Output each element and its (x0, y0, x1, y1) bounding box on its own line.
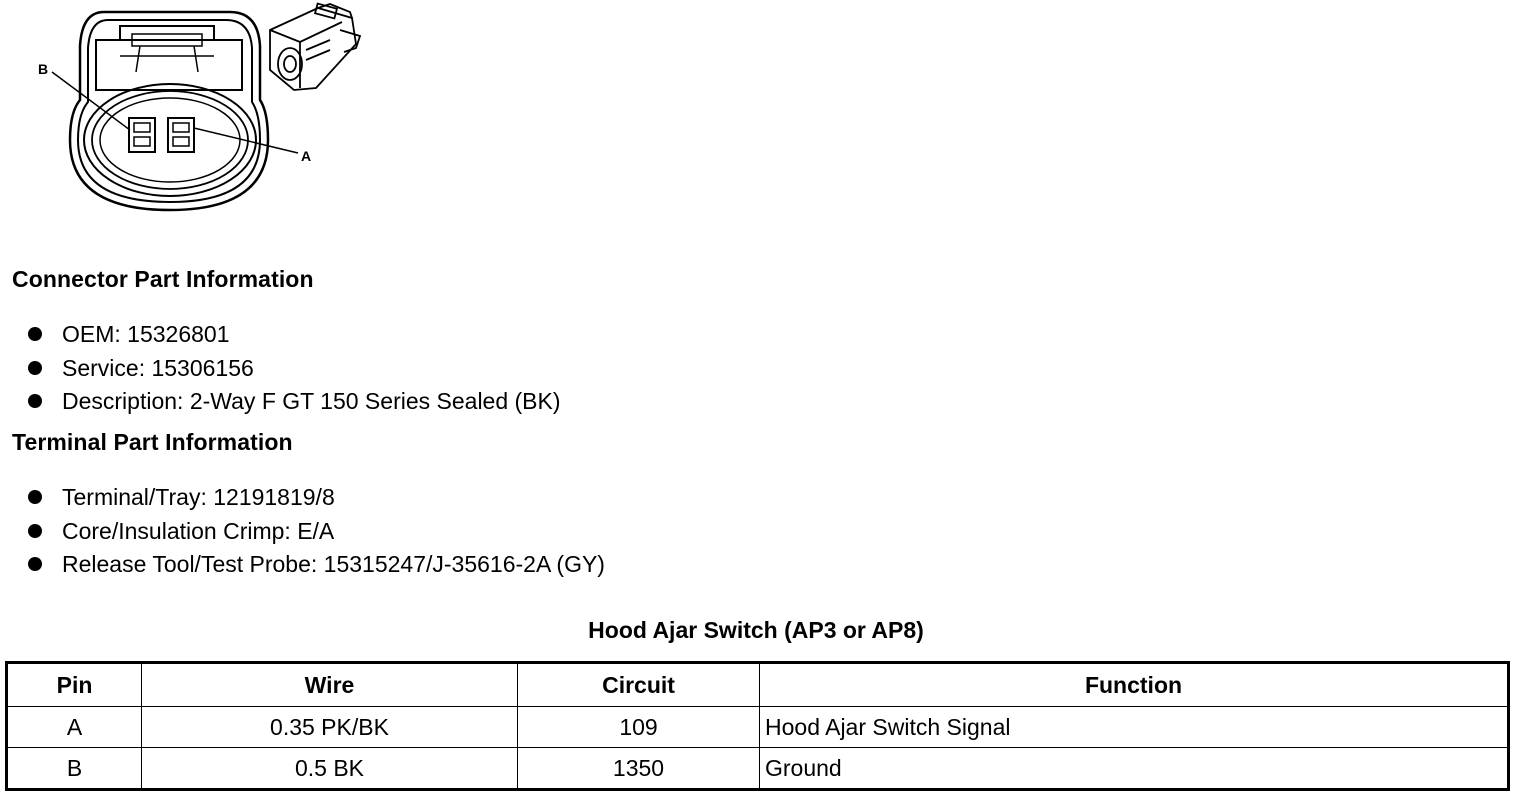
list-item (28, 515, 605, 549)
terminal-crimp: Core/Insulation Crimp: E/A (62, 517, 335, 544)
cell-wire: 0.5 BK (142, 748, 518, 790)
connector-diagram (0, 0, 400, 230)
cell-function: Ground (760, 748, 1509, 790)
connector-service: Service: 15306156 (62, 354, 254, 381)
list-item (28, 352, 561, 386)
connector-isometric-illustration (270, 4, 360, 90)
connector-oem: OEM: 15326801 (62, 321, 230, 347)
terminal-tray: Terminal/Tray: 12191819/8 (62, 484, 335, 510)
connector-info-heading: Connector Part Information (12, 266, 314, 292)
bullet-icon (28, 394, 42, 408)
cell-wire: 0.35 PK/BK (142, 707, 518, 748)
table-header-row (7, 663, 1509, 707)
bullet-icon (28, 524, 42, 538)
cell-pin: A (7, 707, 142, 748)
pin-a-label: A (301, 148, 312, 164)
terminal-info-list (28, 481, 605, 582)
terminal-info-heading: Terminal Part Information (12, 429, 293, 455)
column-header-function: Function (760, 663, 1509, 707)
terminal-release-tool: Release Tool/Test Probe: 15315247/J-35616-2A (GY) (62, 551, 605, 577)
table-row (7, 707, 1509, 748)
cell-pin: B (7, 748, 142, 790)
bullet-icon (28, 327, 42, 341)
column-header-circuit: Circuit (518, 663, 760, 707)
table-row (7, 748, 1509, 790)
pin-b-label: B (38, 61, 49, 77)
list-item (28, 548, 605, 582)
list-item (28, 318, 561, 352)
column-header-wire: Wire (142, 663, 518, 707)
cell-circuit: 109 (518, 707, 760, 748)
table-title: Hood Ajar Switch (AP3 or AP8) (588, 617, 924, 643)
connector-face-illustration (52, 12, 298, 210)
cell-function: Hood Ajar Switch Signal (760, 707, 1509, 748)
pinout-table (5, 661, 1510, 791)
bullet-icon (28, 557, 42, 571)
bullet-icon (28, 361, 42, 375)
connector-description: Description: 2-Way F GT 150 Series Sealed (BK) (62, 388, 561, 414)
list-item (28, 481, 605, 515)
column-header-pin: Pin (7, 663, 142, 707)
bullet-icon (28, 490, 42, 504)
connector-info-list (28, 318, 561, 419)
cell-circuit: 1350 (518, 748, 760, 790)
list-item (28, 385, 561, 419)
